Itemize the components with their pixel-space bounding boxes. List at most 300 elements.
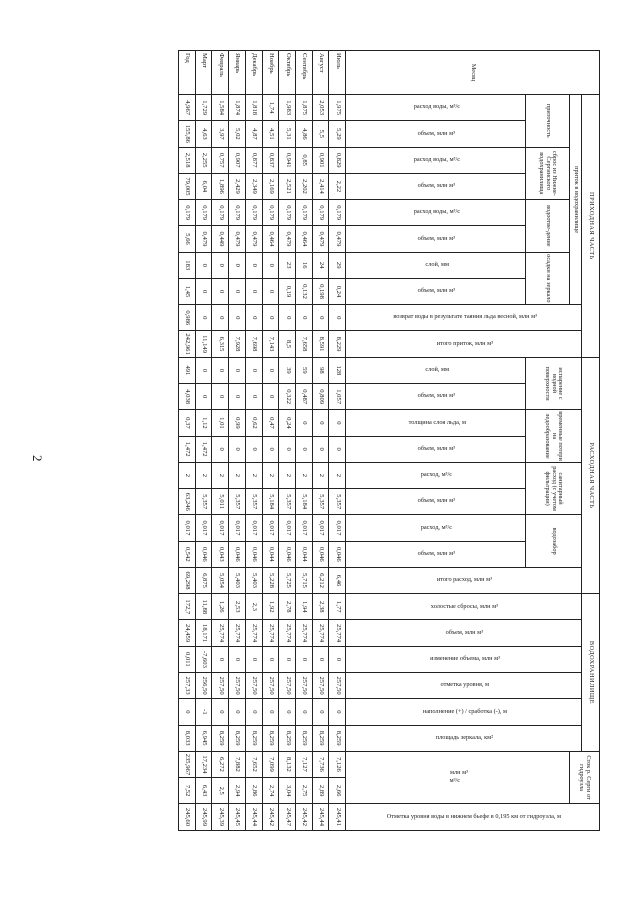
table-cell: 2 [245,462,262,488]
table-cell: 4,038 [179,384,196,410]
table-cell: 172,7 [179,594,196,620]
table-cell: 18,171 [195,620,212,646]
table-cell: 2,86 [245,778,262,804]
table-cell: 5,357 [312,489,329,515]
table-cell: 4,86 [295,121,312,147]
table-cell: 17,234 [195,751,212,777]
water-balance-table [178,50,600,831]
table-cell: 0 [295,436,312,462]
header-lateral-vol: объем, млн м³ [418,129,456,137]
header-release-flow: расход воды, м³/с [413,155,460,163]
table-cell: 5,715 [295,567,312,593]
table-cell: 39 [279,357,296,383]
table-cell: 0,043 [212,541,229,567]
table-cell: 2,89 [312,778,329,804]
table-cell: 0 [212,699,229,725]
table-cell: 69,298 [179,567,196,593]
table-cell: 6,875 [195,567,212,593]
table-cell: 0 [212,646,229,672]
table-cell: -7,603 [195,646,212,672]
table-cell: 2,78 [279,594,296,620]
table-cell: 5,725 [279,567,296,593]
table-cell: 245,60 [179,804,196,830]
table-cell: 25,774 [212,620,229,646]
table-cell: 0,198 [312,278,329,304]
table-row [229,51,246,831]
table-cell: 2,255 [195,147,212,173]
table-cell: 25,774 [279,620,296,646]
table-cell: 0,017 [295,515,312,541]
table-cell: 1,92 [262,594,279,620]
table-cell: 5,357 [279,489,296,515]
month-cell: Февраль [212,51,229,95]
table-cell: 7,126 [329,751,346,777]
table-row [295,51,312,831]
table-cell: 8,259 [329,725,346,751]
table-cell: 2,66 [329,778,346,804]
table-cell: 0 [229,357,246,383]
table-cell: 1,26 [212,594,229,620]
table-cell: 0 [212,384,229,410]
month-cell: Ноябрь [262,51,279,95]
table-cell: 0 [195,305,212,331]
table-cell: 5,357 [195,489,212,515]
table-cell: 0,179 [295,200,312,226]
table-cell: 0,017 [312,515,329,541]
table-cell: 0 [212,357,229,383]
table-cell: 0 [212,278,229,304]
table-cell: 5,403 [245,567,262,593]
table-cell: 8,259 [279,725,296,751]
month-cell: Август [312,51,329,95]
header-outgoing: РАСХОДНАЯ ЧАСТЬ [582,357,600,593]
header-vol-change: изменение объема, млн м³ [429,655,500,663]
header-intake-flow: расход, м³/с [421,523,453,531]
table-cell: 1,057 [329,384,346,410]
table-cell: 11,88 [195,594,212,620]
table-cell: 7,882 [229,751,246,777]
table-cell: 2,3 [245,594,262,620]
table-cell: 4,63 [195,121,212,147]
table-cell: 0 [279,646,296,672]
table-cell: 0,487 [295,384,312,410]
table-cell: 25,774 [245,620,262,646]
table-cell: 8,259 [245,725,262,751]
table-cell: 2,429 [229,173,246,199]
table-cell: 4,967 [179,95,196,121]
header-sanitary: санитарный расход (с учетом фильтрации) [526,462,582,515]
table-cell: 128 [329,357,346,383]
table-cell: 6,212 [312,567,329,593]
table-row [279,51,296,831]
header-precip-layer: слой, мм [425,260,449,268]
table-cell: 2,518 [179,147,196,173]
table-cell: 0,986 [179,305,196,331]
table-cell: 3,04 [279,778,296,804]
table-cell: 0 [245,646,262,672]
table-cell: 0,017 [245,515,262,541]
table-cell: 11,149 [195,331,212,357]
header-runoff-flow: м³/с [449,777,461,785]
table-cell: 0,85 [295,147,312,173]
table-cell: 8,259 [212,725,229,751]
table-cell: 0,37 [179,410,196,436]
table-cell: 0,017 [212,515,229,541]
table-cell: 1,975 [329,95,346,121]
header-intake: водозабор [526,515,582,568]
table-cell: 6,272 [212,751,229,777]
header-incoming: ПРИХОДНАЯ ЧАСТЬ [582,95,600,358]
table-cell: 1,74 [262,95,279,121]
table-cell: 0,47 [262,410,279,436]
table-cell: 25,774 [295,620,312,646]
header-sanitary-flow: расход, м³/с [421,471,453,479]
table-cell: 0,479 [312,226,329,252]
table-cell: 6,315 [212,331,229,357]
table-cell: 0,19 [279,278,296,304]
table-cell: 2 [262,462,279,488]
table-row [262,51,279,831]
header-sanitary-vol: объем, млн м³ [418,497,456,505]
table-cell: 7,698 [245,331,262,357]
table-cell: 24,459 [179,620,196,646]
table-cell: 2,169 [262,173,279,199]
table-cell: 155,86 [179,121,196,147]
table-cell: 6,04 [195,173,212,199]
header-area: площадь зеркала, км² [436,733,494,741]
table-cell: 0,464 [262,226,279,252]
table-cell: 2 [229,462,246,488]
table-cell: 0 [229,278,246,304]
table-cell: 257,50 [329,672,346,698]
table-cell: 0,757 [212,147,229,173]
table-cell: 0,479 [229,226,246,252]
table-cell: 0,132 [295,278,312,304]
table-cell: 0 [245,278,262,304]
table-cell: 23 [279,252,296,278]
table-cell: 8,229 [329,331,346,357]
table-cell: 2,38 [312,594,329,620]
table-cell: 7,658 [295,331,312,357]
table-cell: 0,449 [212,226,229,252]
table-cell: 2,521 [279,173,296,199]
table-cell: 5,357 [229,489,246,515]
table-cell: 2 [195,462,212,488]
table-cell: 0,479 [195,226,212,252]
table-cell: 0,179 [279,200,296,226]
header-total-inflow: итого приток, млн м³ [436,339,493,347]
table-cell: 1,94 [295,594,312,620]
table-cell: 257,33 [179,672,196,698]
table-cell: 0 [195,278,212,304]
table-cell: 0,479 [279,226,296,252]
table-cell: 245,47 [279,804,296,830]
table-cell: 4,51 [262,121,279,147]
table-row [195,51,212,831]
table-row [245,51,262,831]
table-cell: 0 [245,384,262,410]
header-evap-layer: слой, мм [425,366,449,374]
table-body [179,51,346,831]
table-cell: 235,967 [179,751,196,777]
table-cell: 245,45 [229,804,246,830]
table-cell: 0 [329,410,346,436]
table-cell: 0,542 [179,541,196,567]
table-cell: 0,837 [262,147,279,173]
table-cell: 0,179 [262,200,279,226]
table-cell: 0 [312,699,329,725]
table-cell: 16 [295,252,312,278]
table-row [212,51,229,831]
table-cell: 1,896 [212,173,229,199]
table-cell: 2,414 [312,173,329,199]
table-cell: 0,017 [329,515,346,541]
table-cell: 4,87 [245,121,262,147]
table-cell: 1,818 [245,95,262,121]
header-lateral-flow: расход воды, м³/с [413,103,460,111]
table-cell: 7,736 [312,751,329,777]
table-cell: 5,403 [229,567,246,593]
table-cell: 0 [279,305,296,331]
table-row [329,51,346,831]
table-cell: 0,24 [279,410,296,436]
header-return-water: возврат воды в результате таяния льда весной, млн м³ [392,313,537,321]
table-cell: 5,357 [329,489,346,515]
table-cell: 0 [179,699,196,725]
table-cell: 0,046 [195,541,212,567]
table-cell: 245,39 [212,804,229,830]
table-cell: 0,011 [179,646,196,672]
table-cell: 2,75 [295,778,312,804]
table-cell: 5,184 [262,489,279,515]
table-cell: 0,179 [229,200,246,226]
table-cell: 0 [262,305,279,331]
table-cell: 7,099 [262,751,279,777]
table-cell: 2 [312,462,329,488]
table-cell: 0 [262,699,279,725]
table-cell: 8,259 [295,725,312,751]
table-cell: 1,584 [212,95,229,121]
table-cell: 7,143 [262,331,279,357]
table-cell: 8,259 [312,725,329,751]
month-cell: Год [179,51,196,95]
table-cell: 0,046 [229,541,246,567]
table-cell: 8,259 [262,725,279,751]
table-cell: 0,044 [295,541,312,567]
table-cell: 2 [279,462,296,488]
header-precip: осадки на зеркало [526,252,570,305]
table-cell: 0 [279,699,296,725]
table-cell: 245,99 [195,804,212,830]
table-cell: 8,5 [279,331,296,357]
table-cell: 0 [195,252,212,278]
table-cell: 7,928 [229,331,246,357]
table-cell: 0 [245,252,262,278]
table-cell: 0,179 [329,200,346,226]
table-cell: 0,017 [279,515,296,541]
table-cell: 5,011 [212,489,229,515]
header-lateral: приточность [526,95,570,148]
table-cell: 0,017 [262,515,279,541]
table-cell: 242,961 [179,331,196,357]
header-release: сброс из Нижне-Сергинского водохранилища [526,147,570,200]
table-row [312,51,329,831]
table-cell: 8,591 [312,331,329,357]
table-cell: 5,184 [295,489,312,515]
table-cell: 98 [312,357,329,383]
table-cell: 25,774 [229,620,246,646]
table-cell: 0 [329,699,346,725]
table-cell: 0,179 [179,200,196,226]
table-cell: 0,99 [229,410,246,436]
table-cell: 0,829 [329,147,346,173]
table-cell: 1,874 [229,95,246,121]
header-level: отметка уровня, м [440,681,490,689]
table-cell: 0,179 [245,200,262,226]
header-intake-vol: объем, млн м³ [418,549,456,557]
table-cell: 257,50 [229,672,246,698]
header-evap: испарение с водной поверхности [526,357,582,410]
header-supply-vol: объем, млн м³ [418,234,456,242]
table-cell: 5,5 [312,121,329,147]
month-cell: Март [195,51,212,95]
header-release-vol: объем, млн м³ [418,182,456,190]
table-cell: 1,875 [295,95,312,121]
table-cell: 5,228 [262,567,279,593]
table-cell: 0,017 [229,515,246,541]
table-cell: 257,50 [245,672,262,698]
rotated-table-wrapper [178,50,600,830]
table-cell: 0 [262,384,279,410]
header-supply: водоотве-дение [526,200,570,253]
header-reservoir: ВОДОХРАНИЛИЩЕ [582,594,600,752]
header-fill: наполнение (+) / сработка (-), м [422,707,507,715]
table-cell: 0 [295,410,312,436]
table-cell: 2,349 [245,173,262,199]
table-cell: 0 [312,410,329,436]
table-cell: 0 [212,252,229,278]
table-cell: 0 [312,305,329,331]
table-cell: 25,774 [262,620,279,646]
table-cell: 7,652 [245,751,262,777]
table-cell: 0,017 [179,515,196,541]
table-cell: 6,43 [195,778,212,804]
month-cell: Октябрь [279,51,296,95]
table-cell: 25,774 [312,620,329,646]
table-cell: 0,24 [329,278,346,304]
table-cell: 8,259 [229,725,246,751]
table-cell: 0 [262,278,279,304]
table-cell: 0,046 [312,541,329,567]
table-cell: 183 [179,252,196,278]
table-cell: 0 [312,646,329,672]
header-inflow-group: приток в водохранилище [570,95,582,305]
header-runoff: Сток р. Серги от гидроузла [570,751,600,804]
table-cell: 25,774 [329,620,346,646]
table-cell: 0 [262,436,279,462]
table-cell: 0,901 [312,147,329,173]
table-cell: 5,054 [212,567,229,593]
table-cell: 0,017 [195,515,212,541]
table-cell: 3,97 [212,121,229,147]
table-cell: 0 [195,384,212,410]
table-cell: 0,479 [245,226,262,252]
month-cell: Сентябрь [295,51,312,95]
table-cell: 7,52 [179,778,196,804]
page-number: 2 [30,455,45,462]
table-cell: 0 [329,436,346,462]
table-cell: 8,033 [179,725,196,751]
table-cell: 0,62 [245,410,262,436]
month-cell: Декабрь [245,51,262,95]
header-precip-vol: объем, млн м³ [418,287,456,295]
table-cell: 0,179 [195,200,212,226]
table-cell: 257,50 [295,672,312,698]
table-cell: 0,464 [295,226,312,252]
table-cell: 245,44 [245,804,262,830]
table-cell: 245,44 [312,804,329,830]
table-cell: 2,74 [262,778,279,804]
table-cell: 257,50 [312,672,329,698]
table-cell: 0 [262,646,279,672]
table-cell: 7,127 [295,751,312,777]
table-cell: 2 [295,462,312,488]
header-idle: холостые сбросы, млн м³ [431,602,499,610]
table-cell: 0,046 [245,541,262,567]
table-cell: 0 [329,646,346,672]
table-cell: 6,945 [195,725,212,751]
table-cell: 5,31 [279,121,296,147]
table-cell: 0 [312,436,329,462]
table-cell: 257,50 [212,672,229,698]
table-cell: 257,50 [262,672,279,698]
table-cell: 0 [295,305,312,331]
table-cell: 0,179 [212,200,229,226]
table-cell: 2,94 [229,778,246,804]
table-cell: -1 [195,699,212,725]
table-cell: 0 [245,305,262,331]
header-ice-vol: объем, млн м³ [418,444,456,452]
table-cell: 1,729 [195,95,212,121]
table-cell: 245,42 [262,804,279,830]
table-cell: 0 [262,357,279,383]
header-ice: временные потери на ледообразование [526,410,582,463]
header-ice-thickness: толщина слоя льда, м [408,418,466,426]
table-cell: 0,941 [279,147,296,173]
table-cell: 29 [329,252,346,278]
table-cell: 0,322 [279,384,296,410]
table-cell: 0 [295,699,312,725]
table-cell: 2,053 [312,95,329,121]
table-cell: 63,246 [179,489,196,515]
table-cell: 2 [329,462,346,488]
header-volume: объем, млн м³ [446,628,484,636]
table-cell: 0 [212,305,229,331]
table-cell: 0 [295,646,312,672]
table-cell: 0,046 [329,541,346,567]
table-cell: 24 [312,252,329,278]
table-cell: 0 [229,305,246,331]
table-cell: 256,50 [195,672,212,698]
table-cell: 1,77 [329,594,346,620]
table-cell: 0 [229,252,246,278]
table-cell: 1,01 [212,410,229,436]
table-cell: 0 [195,357,212,383]
month-cell: Январь [229,51,246,95]
table-cell: 1,12 [195,410,212,436]
table-cell: 0,046 [279,541,296,567]
table-cell: 0,179 [312,200,329,226]
